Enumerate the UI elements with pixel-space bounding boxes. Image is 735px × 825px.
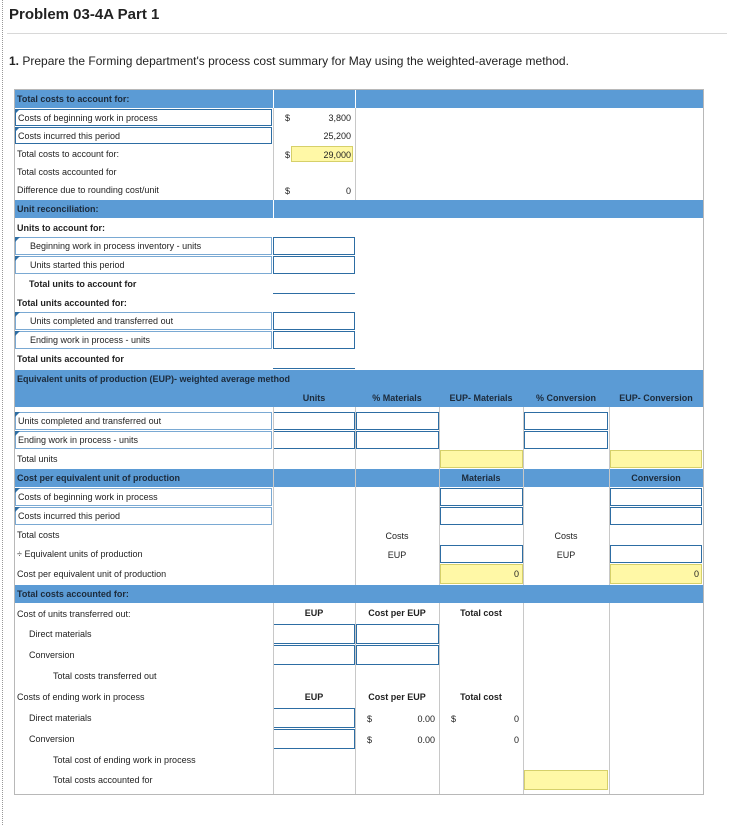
col-divider (609, 603, 610, 794)
units-total-accounted-underline (273, 368, 355, 369)
col-divider (439, 407, 440, 585)
units-accounted-header (15, 294, 703, 312)
dropdown-flag-icon (15, 331, 20, 336)
col-divider (439, 603, 440, 794)
currency-sign: $ (367, 735, 373, 745)
eup-section-header (15, 370, 703, 407)
costs-incurred-label: Costs incurred this period (18, 130, 121, 141)
units-total-accounted-label: Total units accounted for (17, 354, 124, 364)
ending-conv-label: Conversion (29, 734, 75, 744)
cpu-eup-materials-label: EUP (387, 550, 407, 560)
currency-sign: $ (285, 186, 291, 196)
costs-incurred-value: 25,200 (323, 131, 351, 141)
units-completed-input[interactable] (15, 312, 272, 330)
units-total-accounted-row (15, 350, 703, 368)
units-completed-label: Units completed and transferred out (30, 316, 174, 326)
units-beginning-label: Beginning work in process inventory - units (30, 241, 202, 251)
units-ending-label: Ending work in process - units (30, 335, 151, 345)
transferred-col-eup: EUP (304, 608, 324, 618)
transferred-dm-label: Direct materials (29, 629, 92, 639)
currency-sign: $ (285, 113, 291, 123)
units-total-to-account-row (15, 275, 703, 293)
dropdown-flag-icon (15, 256, 20, 261)
dropdown-flag-icon (15, 109, 20, 114)
eup-ending-input[interactable] (15, 431, 272, 449)
costs-beginning-label-input[interactable] (15, 109, 272, 126)
costs-total-label: Total costs to account for: (17, 149, 120, 159)
cpu-eup-materials-input[interactable] (440, 545, 523, 563)
dropdown-flag-icon (15, 237, 20, 242)
col-divider (355, 407, 356, 585)
eup-total-units-label: Total units (17, 454, 58, 464)
currency-sign: $ (451, 714, 457, 724)
transferred-conv-eup-input[interactable] (273, 645, 355, 665)
col-divider (355, 108, 356, 200)
eup-col-eup-conversion: EUP- Conversion (619, 393, 693, 403)
units-beginning-input[interactable] (15, 237, 272, 255)
col-divider (609, 407, 610, 585)
ending-header-label: Costs of ending work in process (17, 692, 145, 702)
eup-header-label: Equivalent units of production (EUP)- weighted average method (17, 374, 291, 384)
eup-ending-pct-conversion-input[interactable] (524, 431, 608, 449)
dropdown-flag-icon (15, 312, 20, 317)
process-cost-summary-grid (14, 89, 704, 795)
cpu-beginning-materials-input[interactable] (440, 488, 523, 506)
col-divider (273, 108, 274, 200)
accounted-header-label: Total costs accounted for: (17, 589, 129, 599)
costs-accounted-label: Total costs accounted for (17, 167, 117, 177)
eup-total-units-row (15, 450, 703, 468)
units-to-account-header (15, 219, 703, 237)
transferred-dm-cost-per-eup-input[interactable] (356, 624, 439, 644)
question-text (9, 54, 569, 68)
eup-col-pct-conversion: % Conversion (535, 393, 596, 403)
costs-accounted-row (15, 163, 703, 181)
ending-dm-row (15, 708, 703, 728)
transferred-conv-cost-per-eup-input[interactable] (356, 645, 439, 665)
ending-total-label: Total cost of ending work in process (53, 755, 196, 765)
cpu-total-costs-label: Total costs (17, 530, 60, 540)
eup-materials-total-highlight (440, 450, 523, 468)
eup-completed-label: Units completed and transferred out (18, 416, 162, 426)
transferred-total-row (15, 666, 703, 686)
accounted-total-label: Total costs accounted for (53, 775, 153, 785)
costs-total-value: 29,000 (323, 150, 351, 160)
accounted-total-highlight (524, 770, 608, 790)
cpu-divide-eup-label: ÷ Equivalent units of production (17, 549, 143, 559)
cpu-conversion-result: 0 (693, 569, 699, 579)
transferred-conv-label: Conversion (29, 650, 75, 660)
eup-completed-input[interactable] (15, 412, 272, 430)
transferred-col-cost-per-eup: Cost per EUP (368, 608, 426, 618)
costs-difference-label: Difference due to rounding cost/unit (17, 185, 159, 195)
cpu-incurred-input[interactable] (15, 507, 272, 525)
cpu-costs-materials-label: Costs (385, 531, 409, 541)
ending-col-eup: EUP (304, 692, 324, 702)
cpu-costs-conversion-label: Costs (554, 531, 578, 541)
dropdown-flag-icon (15, 431, 20, 436)
currency-sign: $ (367, 714, 373, 724)
ending-dm-eup-input[interactable] (273, 708, 355, 728)
col-divider (523, 603, 524, 794)
units-started-value-input[interactable] (273, 256, 355, 274)
col-divider (355, 603, 356, 794)
cpu-section-header (15, 469, 703, 487)
units-ending-value-input[interactable] (273, 331, 355, 349)
ending-conv-row (15, 729, 703, 749)
units-started-label: Units started this period (30, 260, 125, 270)
cpu-incurred-materials-input[interactable] (440, 507, 523, 525)
eup-col-units: Units (302, 393, 326, 403)
costs-difference-row (15, 181, 703, 199)
units-section-header (15, 200, 703, 218)
units-started-input[interactable] (15, 256, 272, 274)
col-divider (273, 407, 274, 585)
page-title: Problem 03-4A Part 1 (9, 6, 160, 23)
costs-section-header (15, 90, 703, 108)
units-ending-input[interactable] (15, 331, 272, 349)
title-divider (7, 33, 727, 34)
transferred-dm-eup-input[interactable] (273, 624, 355, 644)
eup-ending-label: Ending work in process - units (18, 435, 139, 445)
eup-ending-units-input[interactable] (273, 431, 355, 449)
ending-col-cost-per-eup: Cost per EUP (368, 692, 426, 702)
cpu-incurred-conversion-input[interactable] (610, 507, 702, 525)
units-beginning-value-input[interactable] (273, 237, 355, 255)
eup-completed-units-input[interactable] (273, 412, 355, 430)
ending-total-row (15, 750, 703, 770)
cpu-result-label: Cost per equivalent unit of production (17, 569, 167, 579)
cpu-col-conversion: Conversion (631, 473, 681, 483)
col-divider (273, 603, 274, 794)
units-total-to-account-label: Total units to account for (29, 279, 137, 289)
eup-conversion-total-highlight (610, 450, 702, 468)
col-divider (523, 407, 524, 585)
eup-completed-pct-conversion-input[interactable] (524, 412, 608, 430)
cpu-eup-conversion-label: EUP (556, 550, 576, 560)
dropdown-flag-icon (15, 412, 20, 417)
cpu-beginning-conversion-input[interactable] (610, 488, 702, 506)
costs-beginning-value: 3,800 (328, 113, 351, 123)
units-header-label: Unit reconciliation: (17, 204, 99, 214)
ending-dm-label: Direct materials (29, 713, 92, 723)
dropdown-flag-icon (15, 507, 20, 512)
question-number: 1. (9, 54, 20, 68)
costs-total-row (15, 145, 703, 163)
ending-col-total-cost: Total cost (460, 692, 502, 702)
transferred-header-label: Cost of units transferred out: (17, 609, 131, 619)
costs-difference-value: 0 (345, 186, 351, 196)
page-left-edge (2, 0, 3, 825)
transferred-total-label: Total costs transferred out (53, 671, 157, 681)
units-completed-value-input[interactable] (273, 312, 355, 330)
transferred-col-total-cost: Total cost (460, 608, 502, 618)
cpu-materials-result: 0 (513, 569, 519, 579)
eup-completed-pct-materials-input[interactable] (356, 412, 439, 430)
units-accounted-header-label: Total units accounted for: (17, 298, 127, 308)
cpu-incurred-label: Costs incurred this period (18, 511, 121, 521)
cpu-eup-conversion-input[interactable] (610, 545, 702, 563)
cpu-header-label: Cost per equivalent unit of production (17, 473, 180, 483)
ending-conv-total: 0 (513, 735, 519, 745)
eup-ending-pct-materials-input[interactable] (356, 431, 439, 449)
ending-dm-total: 0 (513, 714, 519, 724)
currency-sign: $ (285, 150, 291, 160)
costs-incurred-label-input[interactable] (15, 127, 272, 144)
ending-conv-cost-per-eup: 0.00 (417, 735, 435, 745)
dropdown-flag-icon (15, 488, 20, 493)
ending-conv-eup-input[interactable] (273, 729, 355, 749)
units-to-account-label: Units to account for: (17, 223, 105, 233)
ending-dm-cost-per-eup: 0.00 (417, 714, 435, 724)
cpu-col-materials: Materials (461, 473, 501, 483)
cpu-result-row (15, 564, 703, 584)
accounted-section-header (15, 585, 703, 603)
costs-beginning-label: Costs of beginning work in process (18, 112, 158, 123)
costs-header-label: Total costs to account for: (17, 94, 130, 104)
cpu-beginning-label: Costs of beginning work in process (18, 492, 158, 502)
eup-col-eup-materials: EUP- Materials (449, 393, 513, 403)
cpu-beginning-input[interactable] (15, 488, 272, 506)
question-body: Prepare the Forming department's process cost summary for May using the weighted-average method. (22, 54, 569, 68)
dropdown-flag-icon (15, 127, 20, 132)
eup-col-pct-materials: % Materials (372, 393, 422, 403)
